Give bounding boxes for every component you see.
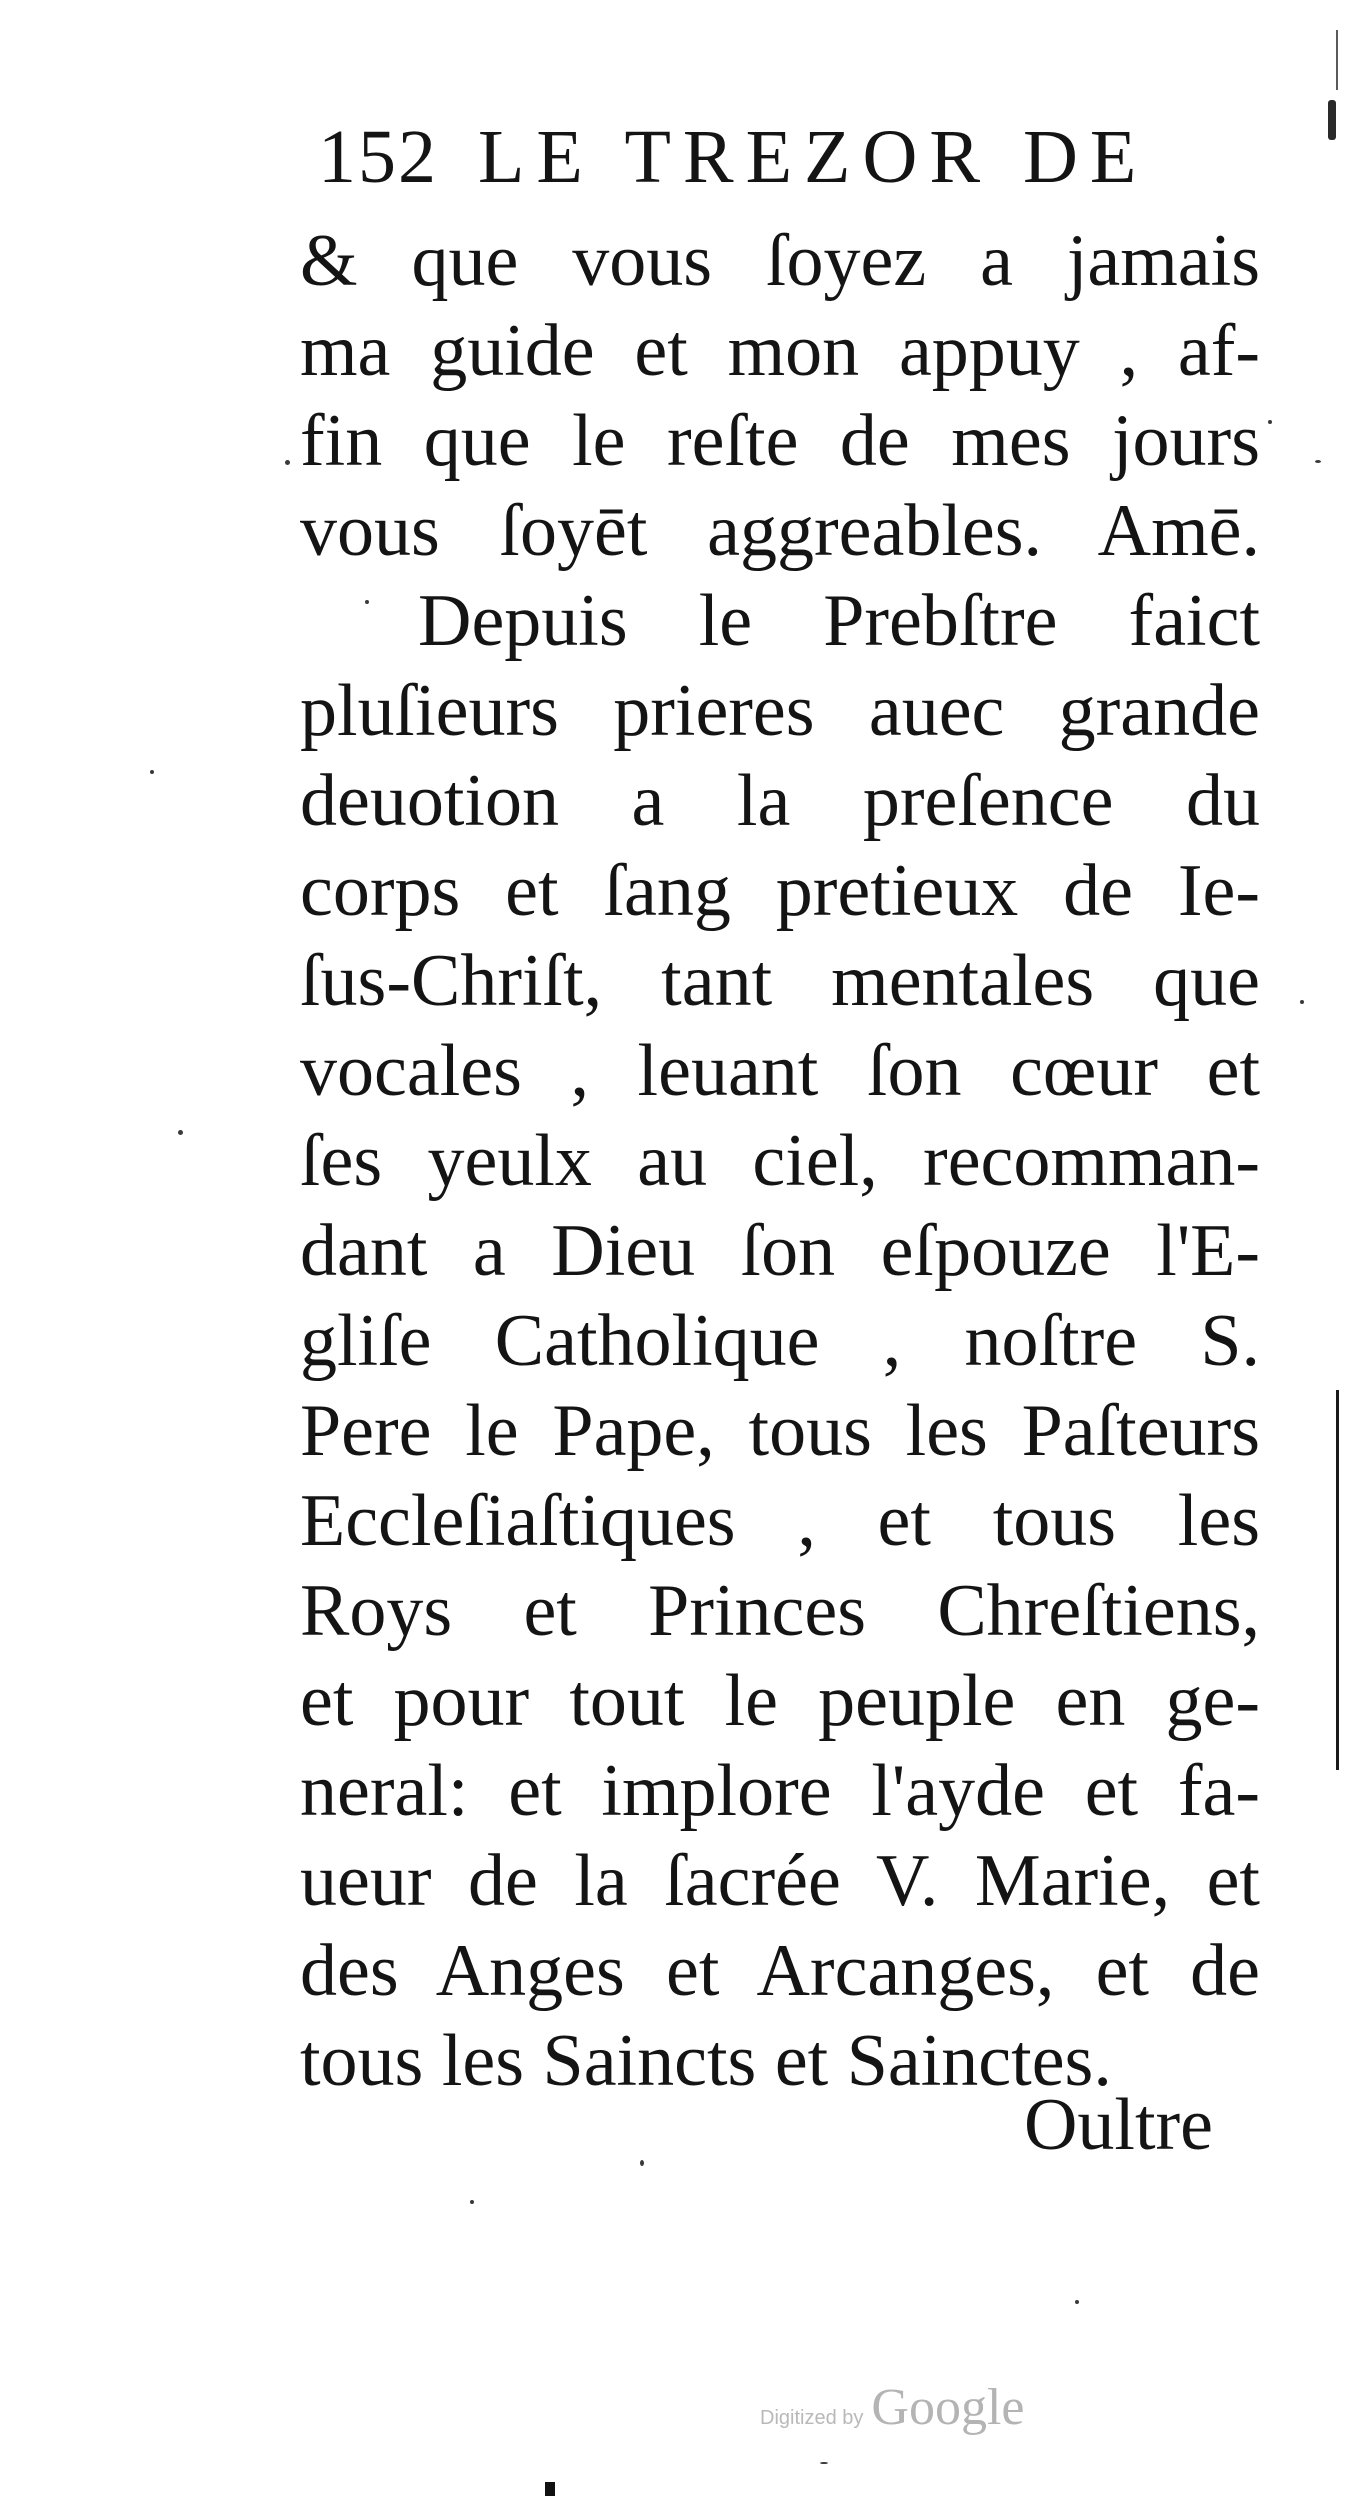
digitized-by-google-watermark xyxy=(760,2378,1024,2437)
page-number: 152 xyxy=(318,115,438,199)
text-line: Pere le Pape, tous les Paſteurs xyxy=(300,1390,1260,1472)
catchword: Oultre xyxy=(1023,2084,1213,2166)
text-line: Eccleſiaſtiques , et tous les xyxy=(300,1480,1260,1562)
text-line: Roys et Princes Chreſtiens, xyxy=(300,1570,1260,1652)
text-line: vous ſoyēt aggreables. Amē. xyxy=(300,490,1260,572)
google-logo: Google xyxy=(871,2379,1025,2436)
text-line: ueur de la ſacrée V. Marie, et xyxy=(300,1840,1260,1922)
body-text xyxy=(300,216,1260,2106)
text-line: ma guide et mon appuy , af- xyxy=(300,310,1260,392)
ink-speck xyxy=(1315,460,1321,463)
running-head xyxy=(318,112,1248,202)
ink-speck xyxy=(285,460,290,465)
ink-speck xyxy=(470,2200,474,2204)
text-line: tous les Saincts et Sainctes. xyxy=(300,2020,1112,2102)
margin-tick xyxy=(1328,100,1336,140)
text-line: corps et ſang pretieux de Ie- xyxy=(300,850,1260,932)
text-line-indented: Depuis le Prebſtre faict xyxy=(418,580,1260,662)
ink-speck xyxy=(820,2462,828,2464)
text-line: ſus-Chriſt, tant mentales que xyxy=(300,940,1260,1022)
text-line: et pour tout le peuple en ge- xyxy=(300,1660,1260,1742)
text-line: vocales , leuant ſon cœur et xyxy=(300,1030,1260,1112)
text-line: neral: et implore l'ayde et fa- xyxy=(300,1750,1260,1832)
text-line: & que vous ſoyez a jamais xyxy=(300,220,1260,302)
margin-rule-right xyxy=(1336,1390,1339,1770)
ink-speck xyxy=(640,2160,644,2166)
text-line: gliſe Catholique , noſtre S. xyxy=(300,1300,1260,1382)
ink-speck xyxy=(150,770,154,774)
ink-speck xyxy=(178,1130,183,1135)
ink-speck xyxy=(1268,420,1272,424)
running-title: LE TREZOR DE xyxy=(478,115,1149,199)
text-line: dant a Dieu ſon eſpouze l'E- xyxy=(300,1210,1260,1292)
text-line: pluſieurs prieres auec grande xyxy=(300,670,1260,752)
text-line: ſes yeulx au ciel, recomman- xyxy=(300,1120,1260,1202)
ink-speck xyxy=(1075,2300,1079,2304)
ink-speck xyxy=(365,600,369,604)
bottom-ink-mark xyxy=(545,2482,555,2496)
margin-rule-top xyxy=(1336,30,1338,90)
text-line: des Anges et Arcanges, et de xyxy=(300,1930,1260,2012)
digitized-by-label: Digitized by xyxy=(760,2407,864,2429)
ink-speck xyxy=(1300,1000,1304,1004)
text-line: fin que le reſte de mes jours xyxy=(300,400,1260,482)
text-line: deuotion a la preſence du xyxy=(300,760,1260,842)
